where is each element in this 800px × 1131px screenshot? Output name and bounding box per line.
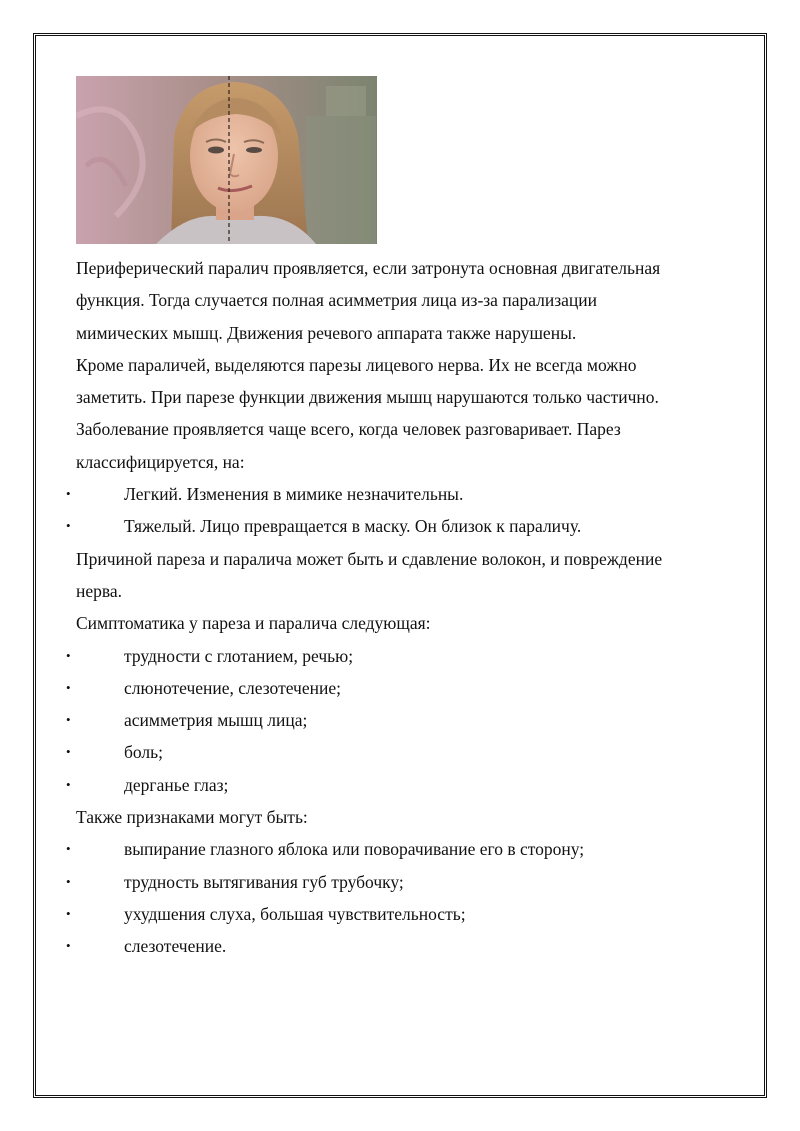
paragraph-line: функция. Тогда случается полная асимметрия лица из-за парализации — [76, 290, 598, 311]
paragraph-line: Причиной пареза и паралича может быть и сдавление волокон, и повреждение — [76, 548, 663, 569]
paragraph-line: мимических мышц. Движения речевого аппарата также нарушены. — [76, 322, 577, 343]
woman-face-photo — [76, 76, 377, 244]
bullet-icon: • — [66, 518, 71, 534]
paragraph-line: Также признаками могут быть: — [76, 807, 308, 828]
list-item-sign — [0, 833, 800, 865]
list-item-text: боль; — [124, 742, 163, 763]
list-item-paresis-type — [0, 478, 800, 510]
bullet-icon: • — [66, 647, 71, 663]
bullet-icon: • — [66, 938, 71, 954]
bullet-icon: • — [66, 744, 71, 760]
list-item-text: трудности с глотанием, речью; — [124, 645, 354, 666]
paragraph-line: нерва. — [76, 580, 123, 601]
bullet-icon: • — [66, 905, 71, 921]
list-item-symptom — [0, 672, 800, 704]
list-item-text: Легкий. Изменения в мимике незначительны. — [124, 484, 464, 505]
bullet-icon: • — [66, 486, 71, 502]
list-item-sign — [0, 866, 800, 898]
list-item-text: Тяжелый. Лицо превращается в маску. Он близок к параличу. — [124, 516, 582, 537]
paragraph-line: Симптоматика у пареза и паралича следующая: — [76, 613, 431, 634]
paragraph-line: Кроме параличей, выделяются парезы лицевого нерва. Их не всегда можно — [76, 354, 637, 375]
bullet-icon: • — [66, 712, 71, 728]
bullet-icon: • — [66, 776, 71, 792]
bullet-icon: • — [66, 679, 71, 695]
photo-illustration — [76, 76, 377, 244]
list-item-sign — [0, 898, 800, 930]
document-body — [0, 252, 800, 963]
list-item-text: асимметрия мышц лица; — [124, 710, 308, 731]
list-item-text: слюнотечение, слезотечение; — [124, 677, 341, 698]
paragraph-line: заметить. При парезе функции движения мышц нарушаются только частично. — [76, 387, 659, 408]
list-item-symptom — [0, 736, 800, 768]
list-item-symptom — [0, 769, 800, 801]
list-item-symptom — [0, 640, 800, 672]
list-item-sign — [0, 930, 800, 962]
paragraph-line: Заболевание проявляется чаще всего, когда человек разговаривает. Парез — [76, 419, 621, 440]
list-item-text: выпирание глазного яблока или поворачивание его в сторону; — [124, 839, 585, 860]
bullet-icon: • — [66, 873, 71, 889]
paragraph-line: Периферический паралич проявляется, если затронута основная двигательная — [76, 258, 661, 278]
paragraph-line: классифицируется, на: — [76, 451, 245, 472]
list-item-symptom — [0, 704, 800, 736]
list-item-paresis-type — [0, 510, 800, 542]
list-item-text: дерганье глаз; — [124, 774, 229, 795]
bullet-icon: • — [66, 841, 71, 857]
list-item-text: ухудшения слуха, большая чувствительность; — [124, 903, 466, 924]
list-item-text: слезотечение. — [124, 936, 227, 957]
list-item-text: трудность вытягивания губ трубочку; — [124, 871, 404, 892]
